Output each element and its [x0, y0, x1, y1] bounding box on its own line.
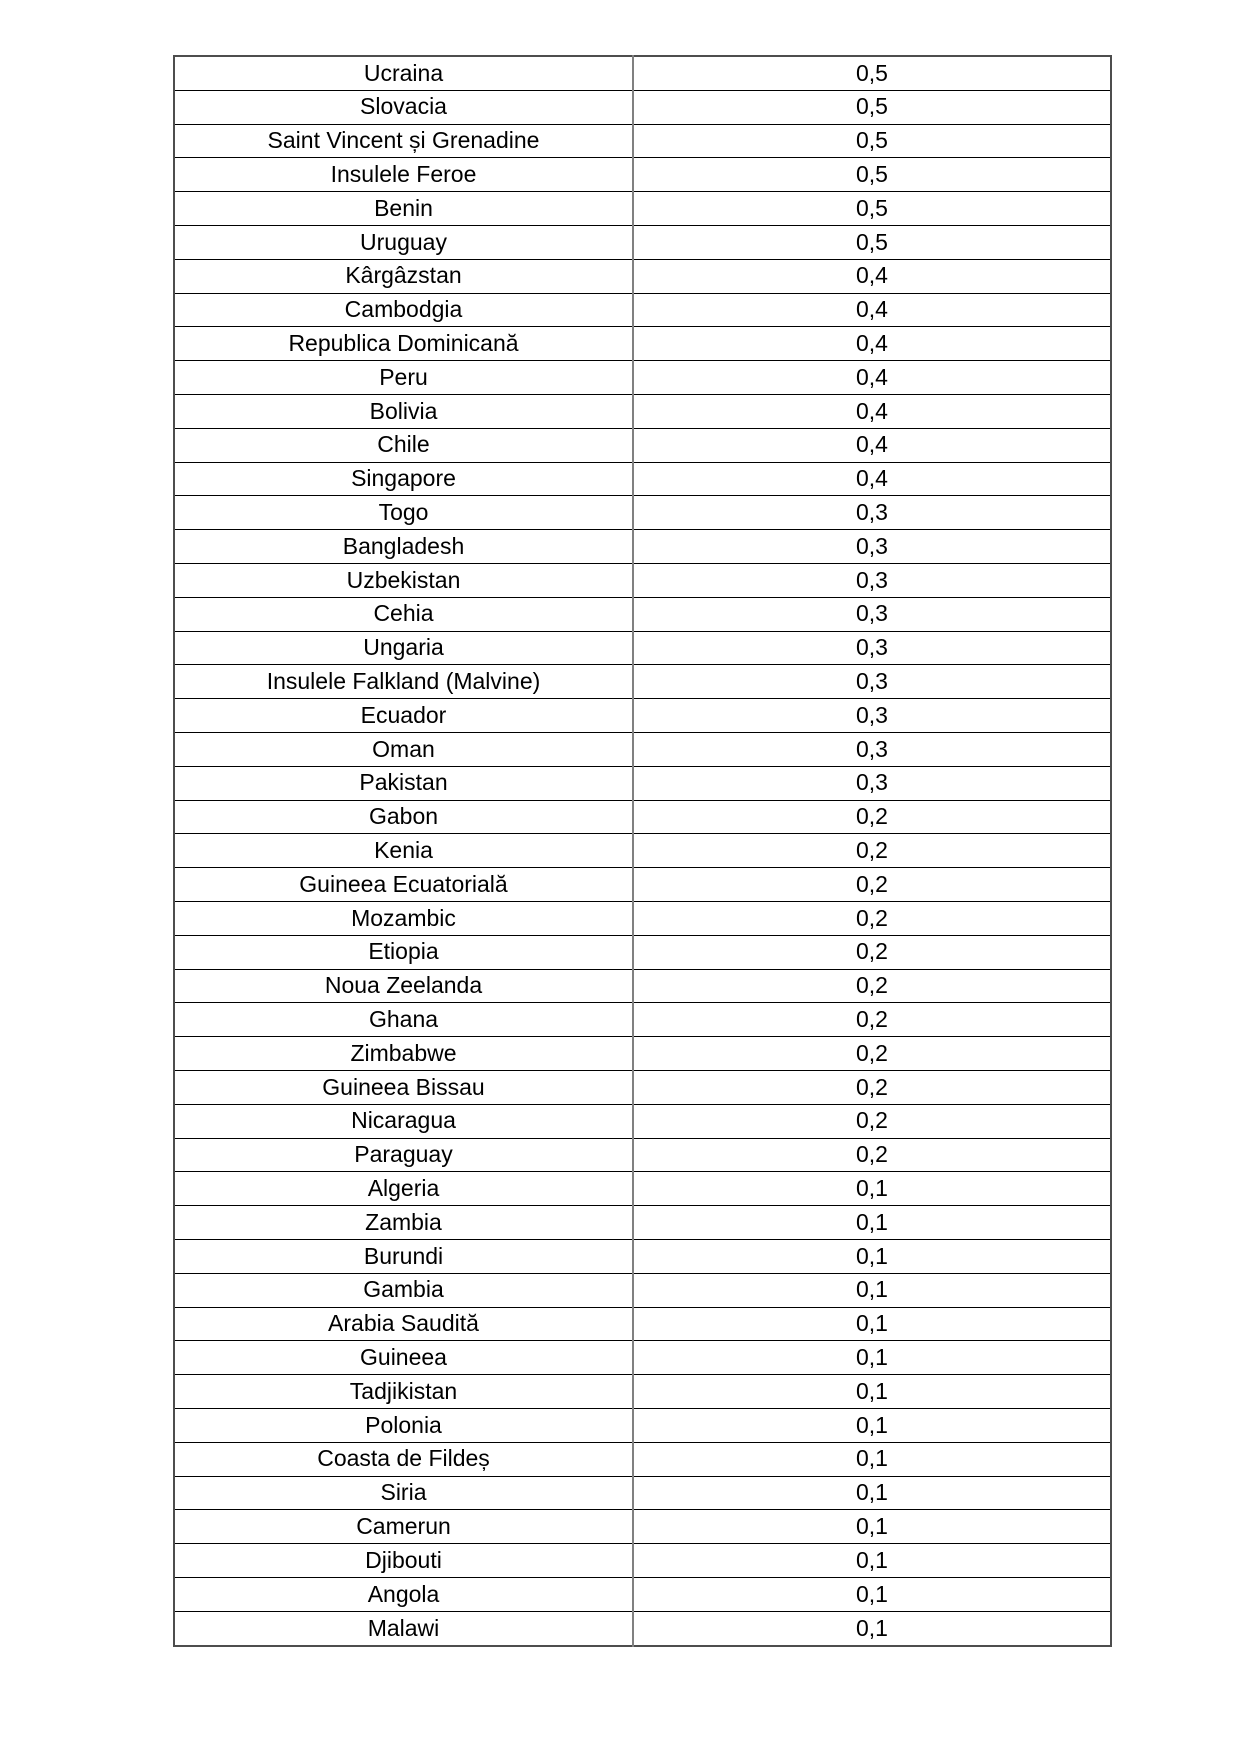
table-row	[174, 800, 1111, 834]
table-row	[174, 1544, 1111, 1578]
country-cell: Ucraina	[174, 56, 633, 90]
value-cell: 0,1	[633, 1408, 1111, 1442]
country-cell: Pakistan	[174, 766, 633, 800]
table-row	[174, 1206, 1111, 1240]
value-cell: 0,1	[633, 1544, 1111, 1578]
table-row	[174, 1172, 1111, 1206]
value-cell: 0,3	[633, 564, 1111, 598]
country-cell: Noua Zeelanda	[174, 969, 633, 1003]
value-cell: 0,5	[633, 124, 1111, 158]
table-row	[174, 1341, 1111, 1375]
table-row	[174, 395, 1111, 429]
country-cell: Saint Vincent și Grenadine	[174, 124, 633, 158]
table-row	[174, 530, 1111, 564]
country-cell: Kârgâzstan	[174, 259, 633, 293]
country-cell: Bolivia	[174, 395, 633, 429]
table-row	[174, 462, 1111, 496]
value-cell: 0,1	[633, 1341, 1111, 1375]
table-row	[174, 327, 1111, 361]
country-cell: Cehia	[174, 597, 633, 631]
value-cell: 0,2	[633, 969, 1111, 1003]
country-cell: Kenia	[174, 834, 633, 868]
value-cell: 0,3	[633, 631, 1111, 665]
table-row	[174, 969, 1111, 1003]
table-row	[174, 361, 1111, 395]
table-row	[174, 90, 1111, 124]
table-row	[174, 1003, 1111, 1037]
table-row	[174, 1611, 1111, 1646]
value-cell: 0,2	[633, 800, 1111, 834]
value-cell: 0,4	[633, 259, 1111, 293]
table-row	[174, 259, 1111, 293]
value-cell: 0,5	[633, 158, 1111, 192]
value-cell: 0,4	[633, 361, 1111, 395]
country-cell: Slovacia	[174, 90, 633, 124]
table-row	[174, 192, 1111, 226]
value-cell: 0,3	[633, 733, 1111, 767]
value-cell: 0,2	[633, 935, 1111, 969]
value-cell: 0,4	[633, 395, 1111, 429]
value-cell: 0,2	[633, 1037, 1111, 1071]
table-row	[174, 597, 1111, 631]
table-row	[174, 56, 1111, 90]
country-cell: Bangladesh	[174, 530, 633, 564]
country-cell: Guineea Ecuatorială	[174, 868, 633, 902]
table-row	[174, 733, 1111, 767]
country-value-table	[173, 55, 1112, 1647]
table-row	[174, 1476, 1111, 1510]
country-cell: Nicaragua	[174, 1104, 633, 1138]
value-cell: 0,3	[633, 530, 1111, 564]
table-row	[174, 1408, 1111, 1442]
table-row	[174, 935, 1111, 969]
value-cell: 0,4	[633, 293, 1111, 327]
country-cell: Burundi	[174, 1239, 633, 1273]
table-row	[174, 665, 1111, 699]
value-cell: 0,2	[633, 1104, 1111, 1138]
value-cell: 0,1	[633, 1510, 1111, 1544]
value-cell: 0,1	[633, 1611, 1111, 1646]
table-row	[174, 868, 1111, 902]
value-cell: 0,1	[633, 1375, 1111, 1409]
table-row	[174, 1273, 1111, 1307]
country-cell: Gambia	[174, 1273, 633, 1307]
value-cell: 0,3	[633, 766, 1111, 800]
table-row	[174, 1071, 1111, 1105]
country-cell: Togo	[174, 496, 633, 530]
value-cell: 0,1	[633, 1172, 1111, 1206]
country-cell: Oman	[174, 733, 633, 767]
value-cell: 0,3	[633, 665, 1111, 699]
table-row	[174, 158, 1111, 192]
country-cell: Etiopia	[174, 935, 633, 969]
value-cell: 0,4	[633, 327, 1111, 361]
value-cell: 0,2	[633, 1138, 1111, 1172]
value-cell: 0,2	[633, 834, 1111, 868]
value-cell: 0,1	[633, 1307, 1111, 1341]
value-cell: 0,3	[633, 496, 1111, 530]
country-cell: Polonia	[174, 1408, 633, 1442]
country-cell: Camerun	[174, 1510, 633, 1544]
value-cell: 0,5	[633, 56, 1111, 90]
value-cell: 0,4	[633, 462, 1111, 496]
table-row	[174, 902, 1111, 936]
table-row	[174, 124, 1111, 158]
country-cell: Angola	[174, 1577, 633, 1611]
country-cell: Tadjikistan	[174, 1375, 633, 1409]
table-row	[174, 1442, 1111, 1476]
country-cell: Guineea Bissau	[174, 1071, 633, 1105]
value-cell: 0,1	[633, 1239, 1111, 1273]
table-row	[174, 631, 1111, 665]
value-cell: 0,3	[633, 699, 1111, 733]
country-cell: Chile	[174, 428, 633, 462]
country-cell: Peru	[174, 361, 633, 395]
table-row	[174, 564, 1111, 598]
country-cell: Uzbekistan	[174, 564, 633, 598]
table-row	[174, 226, 1111, 260]
value-cell: 0,2	[633, 902, 1111, 936]
country-cell: Paraguay	[174, 1138, 633, 1172]
value-cell: 0,2	[633, 1003, 1111, 1037]
country-cell: Coasta de Fildeș	[174, 1442, 633, 1476]
country-cell: Insulele Feroe	[174, 158, 633, 192]
value-cell: 0,1	[633, 1206, 1111, 1240]
table-row	[174, 699, 1111, 733]
value-cell: 0,1	[633, 1476, 1111, 1510]
table-row	[174, 428, 1111, 462]
table-row	[174, 1375, 1111, 1409]
country-cell: Benin	[174, 192, 633, 226]
table-row	[174, 1307, 1111, 1341]
value-cell: 0,2	[633, 1071, 1111, 1105]
table-row	[174, 1510, 1111, 1544]
country-cell: Zimbabwe	[174, 1037, 633, 1071]
table-row	[174, 496, 1111, 530]
value-cell: 0,3	[633, 597, 1111, 631]
table-row	[174, 293, 1111, 327]
table-row	[174, 1104, 1111, 1138]
country-cell: Algeria	[174, 1172, 633, 1206]
country-cell: Cambodgia	[174, 293, 633, 327]
value-cell: 0,5	[633, 226, 1111, 260]
value-cell: 0,5	[633, 192, 1111, 226]
value-cell: 0,1	[633, 1577, 1111, 1611]
country-cell: Djibouti	[174, 1544, 633, 1578]
country-cell: Ecuador	[174, 699, 633, 733]
country-cell: Ghana	[174, 1003, 633, 1037]
table-row	[174, 1037, 1111, 1071]
table-body	[174, 56, 1111, 1646]
table-row	[174, 1239, 1111, 1273]
table-row	[174, 834, 1111, 868]
table-row	[174, 1138, 1111, 1172]
country-cell: Republica Dominicană	[174, 327, 633, 361]
country-cell: Zambia	[174, 1206, 633, 1240]
value-cell: 0,1	[633, 1442, 1111, 1476]
country-cell: Uruguay	[174, 226, 633, 260]
table-row	[174, 766, 1111, 800]
table-row	[174, 1577, 1111, 1611]
country-cell: Gabon	[174, 800, 633, 834]
country-cell: Singapore	[174, 462, 633, 496]
country-cell: Siria	[174, 1476, 633, 1510]
value-cell: 0,2	[633, 868, 1111, 902]
country-cell: Mozambic	[174, 902, 633, 936]
country-cell: Malawi	[174, 1611, 633, 1646]
country-cell: Guineea	[174, 1341, 633, 1375]
country-cell: Ungaria	[174, 631, 633, 665]
value-cell: 0,1	[633, 1273, 1111, 1307]
country-cell: Arabia Saudită	[174, 1307, 633, 1341]
country-cell: Insulele Falkland (Malvine)	[174, 665, 633, 699]
value-cell: 0,5	[633, 90, 1111, 124]
value-cell: 0,4	[633, 428, 1111, 462]
